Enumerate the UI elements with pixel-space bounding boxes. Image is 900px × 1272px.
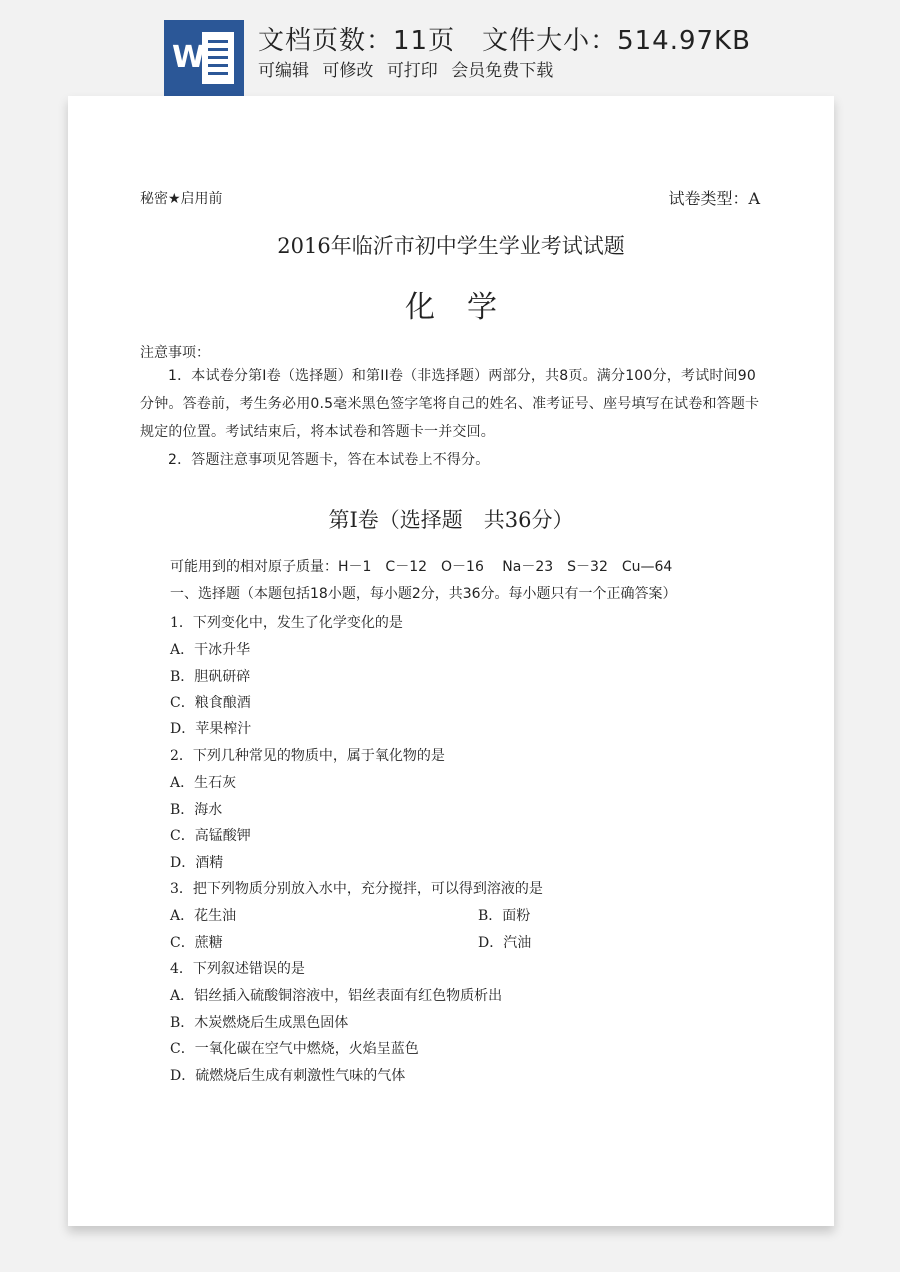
- feature-editable: 可编辑: [258, 61, 309, 81]
- question-option: C．蔗糖: [170, 935, 223, 951]
- question-option: A．干冰升华: [170, 642, 251, 658]
- paper-type-label: 试卷类型：A: [668, 189, 760, 208]
- atomic-masses: 可能用到的相对原子质量：H－1 C－12 O－16 Na－23 S－32 Cu—64: [170, 559, 673, 575]
- question-option: C．粮食酿酒: [170, 695, 251, 711]
- question-option: B．胆矾研碎: [170, 669, 251, 685]
- file-info-title: 文档页数：11页 文件大小：514.97KB: [258, 26, 751, 56]
- question-option: B．木炭燃烧后生成黑色固体: [170, 1015, 349, 1031]
- notice-item-1: 1．本试卷分第I卷（选择题）和第II卷（非选择题）两部分，共8页。满分100分，考试时间90分钟。答卷前，考生务必用0.5毫米黑色签字笔将自己的姓名、准考证号、座号填写在试卷和答题卡规定的位置。考试结束后，将本试卷和答题卡一并交回。: [140, 368, 760, 440]
- feature-list: [258, 56, 561, 81]
- feature-member-download: 会员免费下载: [451, 61, 554, 81]
- question-option: D．苹果榨汁: [170, 721, 252, 737]
- question-option: A．花生油: [170, 908, 237, 924]
- feature-printable: 可打印: [386, 61, 438, 81]
- subject-title: 化学: [405, 290, 529, 325]
- question-option: B．面粉: [478, 908, 531, 924]
- question-option: C．一氧化碳在空气中燃烧，火焰呈蓝色: [170, 1041, 419, 1057]
- question-option: C．高锰酸钾: [170, 828, 251, 844]
- notice-heading: 注意事项：: [140, 345, 210, 361]
- question-stem: 3．把下列物质分别放入水中，充分搅拌，可以得到溶液的是: [170, 881, 543, 897]
- notice-item-2: 2．答题注意事项见答题卡，答在本试卷上不得分。: [168, 452, 490, 468]
- question-option: A．铝丝插入硫酸铜溶液中，铝丝表面有红色物质析出: [170, 988, 503, 1004]
- download-banner: [0, 0, 900, 100]
- feature-modifiable: 可修改: [322, 61, 374, 81]
- question-option: D．酒精: [170, 855, 224, 871]
- question-stem: 2．下列几种常见的物质中，属于氧化物的是: [170, 748, 445, 764]
- word-document-icon: W: [164, 20, 244, 96]
- document-page: [68, 96, 834, 1226]
- question-stem: 4．下列叙述错误的是: [170, 961, 305, 977]
- question-option: B．海水: [170, 802, 223, 818]
- question-option: D．汽油: [478, 935, 532, 951]
- section-heading: 一、选择题（本题包括18小题，每小题2分，共36分。每小题只有一个正确答案）: [170, 586, 677, 602]
- question-option: A．生石灰: [170, 775, 237, 791]
- confidential-label: 秘密★启用前: [140, 191, 223, 207]
- question-stem: 1．下列变化中，发生了化学变化的是: [170, 615, 403, 631]
- part-one-title: 第I卷（选择题 共36分）: [328, 508, 574, 532]
- exam-title: 2016年临沂市初中学生学业考试试题: [277, 234, 625, 258]
- question-option: D．硫燃烧后生成有刺激性气味的气体: [170, 1068, 406, 1084]
